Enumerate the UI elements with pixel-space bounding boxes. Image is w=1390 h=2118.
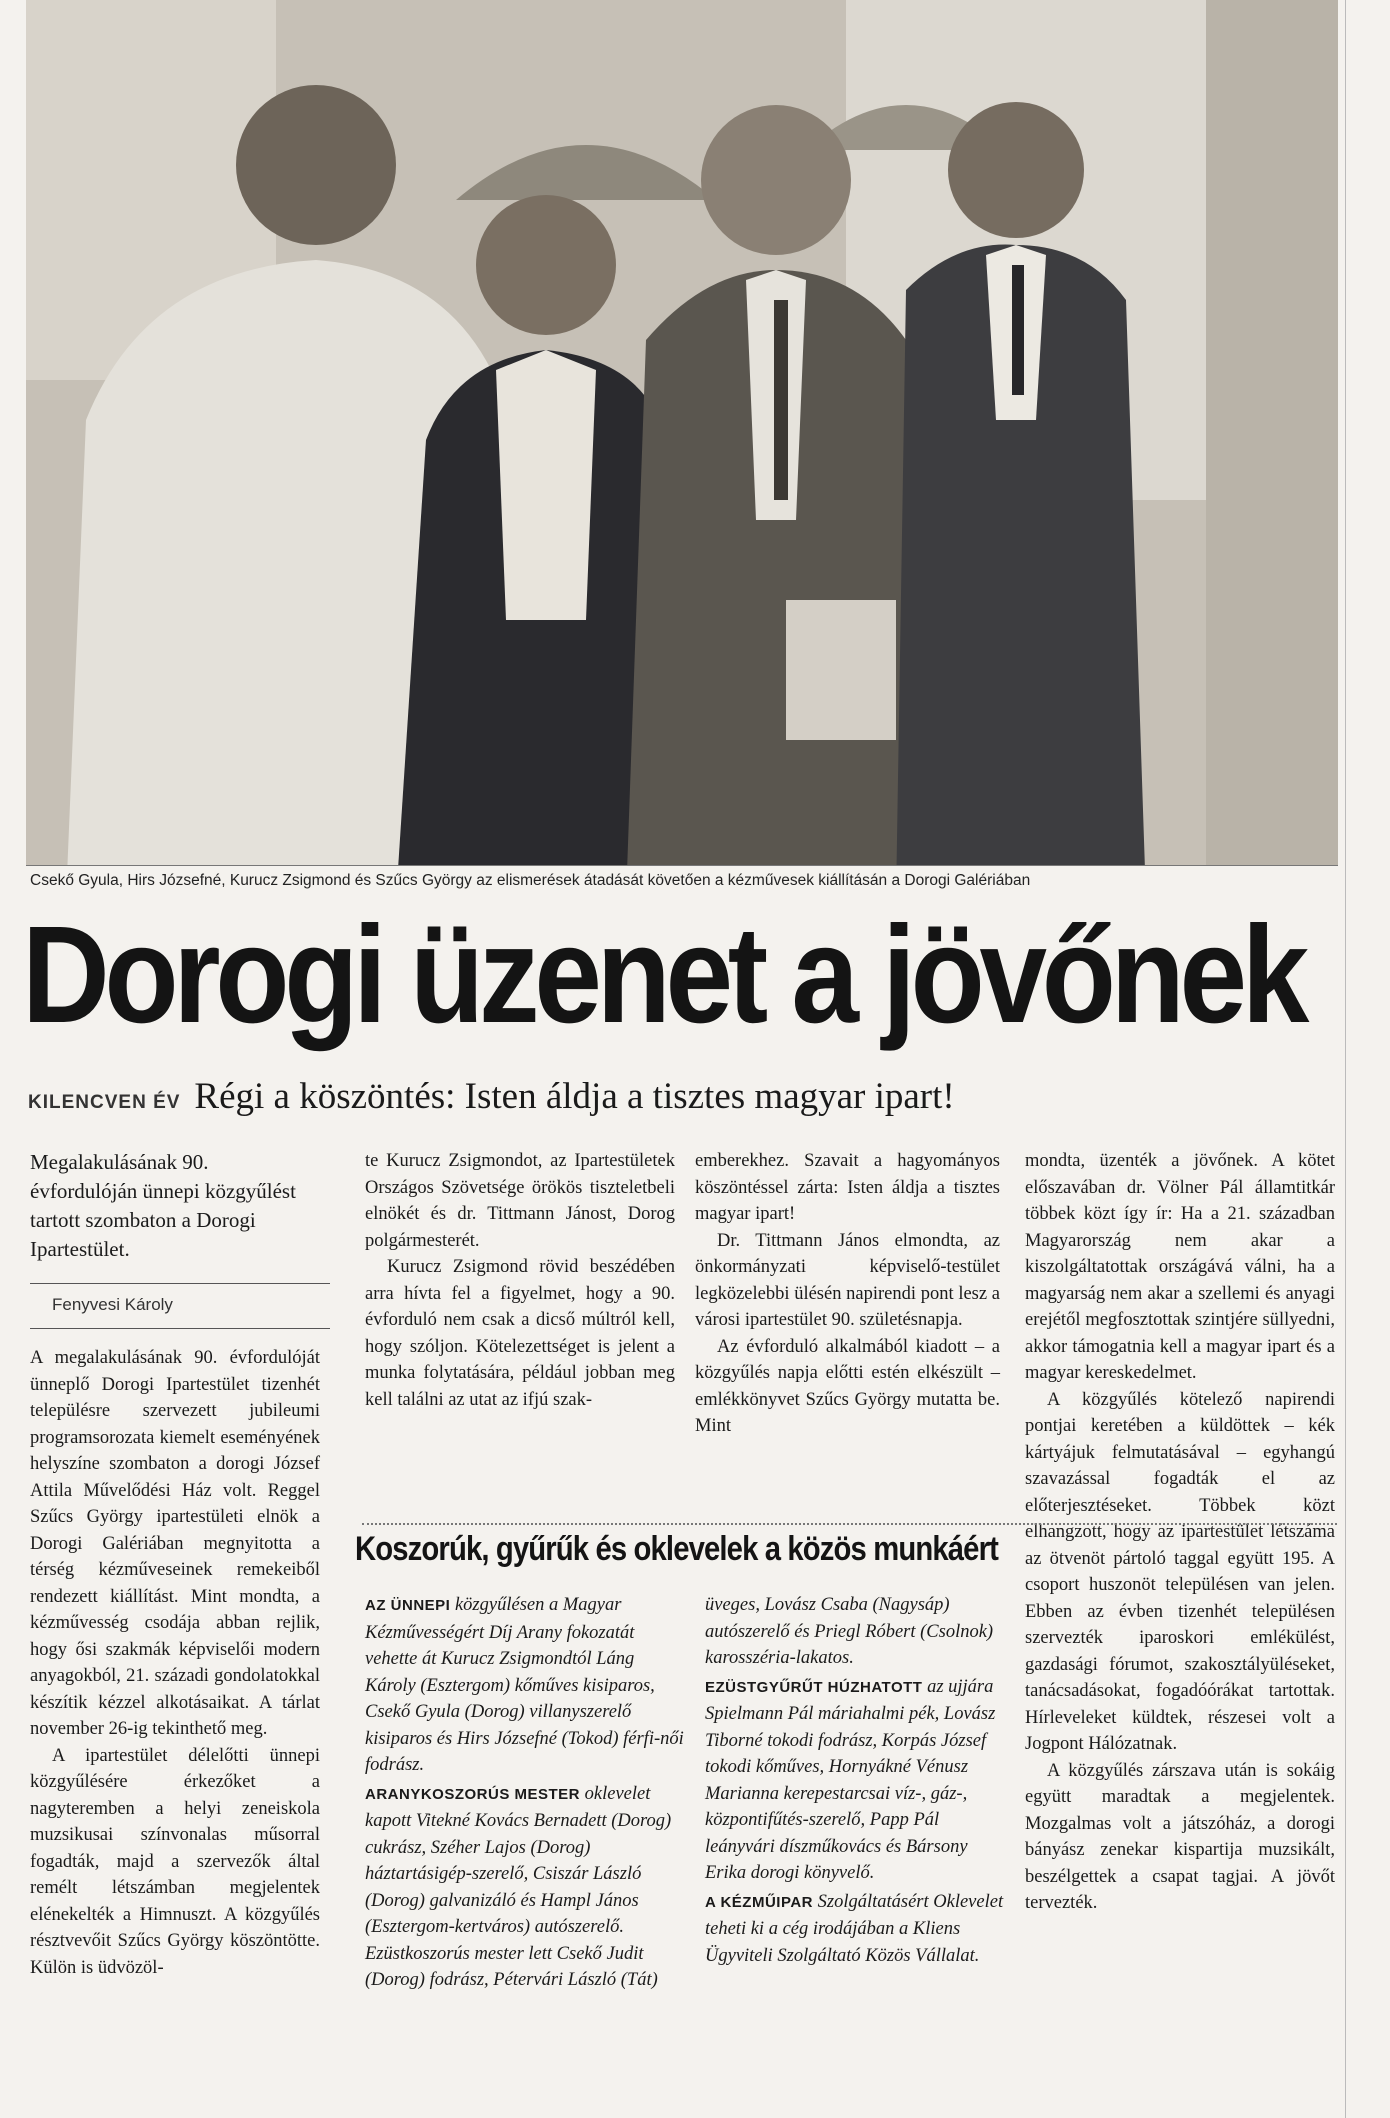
- paragraph: A ipartestület délelőtti ünnepi közgyűlésére érkezőket a nagyteremben a helyi zeneiskola muzsikusai színvonalas műsorral fogadták, majd a szervezők által remélt létszámban megjelentek elénekelték a Himnuszt. A közgyűlés résztvevőit Szűcs György köszöntötte. Külön is üdvözöl-: [30, 1745, 320, 1978]
- box-paragraph: [705, 1674, 1005, 1887]
- byline-rule-top: [30, 1283, 330, 1284]
- box-paragraph: [705, 1889, 1005, 1970]
- article-column-3: [695, 1148, 1000, 1440]
- box-paragraph: [365, 1781, 685, 1994]
- box-lead: A KÉZMŰIPAR: [705, 1893, 813, 1911]
- box-text: Szolgáltatásért Oklevelet teheti ki a cég irodájában a Kliens Ügyviteli Szolgáltató Közös Vállalat.: [705, 1891, 1004, 1966]
- paragraph: te Kurucz Zsigmondot, az Ipartestületek Országos Szövetsége örökös tiszteletbeli elnökét és dr. Tittmann Jánost, Dorog polgármesterét.: [365, 1151, 675, 1251]
- paragraph: A közgyűlés kötelező napirendi pontjai keretében a küldöttek – kék kártyájuk felmutatásával – egyhangú szavazással fogadták el az előterjesztéseket. Többek közt elhangzott, hogy az ipartestület létszáma az ötvenöt pártoló taggal együtt 195. A csoport huszonöt településen van jelen. Ebben az évben tizenhét településen szervezték iparoskori emlékülést, gazdasági fórumot, szakosztályüléseket, tanácsadásokat, fogadóórákat tartottak. Hírleveleket küldtek, részesei volt a Jogpont Hálózatnak.: [1025, 1389, 1335, 1754]
- paragraph: Dr. Tittmann János elmondta, az önkormányzati képviselő-testület legközelebbi ülésén napirendi pont lesz a városi ipartestület 90. születésnapja.: [695, 1230, 1000, 1330]
- adjacent-page-edge: [1345, 0, 1390, 2118]
- box-lead: EZÜSTGYŰRŰT HÚZHATOTT: [705, 1678, 923, 1696]
- box-paragraph: [705, 1592, 1005, 1672]
- box-lead: ARANYKOSZORÚS MESTER: [365, 1785, 581, 1803]
- box-paragraph: [365, 1592, 685, 1779]
- kicker: KILENCVEN ÉV: [28, 1092, 181, 1113]
- article-column-1: [30, 1345, 320, 1981]
- byline: Fenyvesi Károly: [52, 1295, 173, 1314]
- paragraph: mondta, üzenték a jövőnek. A kötet előszavában dr. Völner Pál államtitkár többek közt így ír: Ha a 21. században Magyarország nem akar a kiszolgáltatottak országává válni, ha a magyarság nem akar a szellemi és anyagi erejétől megfosztottak szintjére süllyedni, akkor támogatnia kell a magyar ipart és a magyar kereskedelmet.: [1025, 1151, 1335, 1383]
- paragraph: emberekhez. Szavait a hagyományos köszöntéssel zárta: Isten áldja a tisztes magyar ipart!: [695, 1151, 1000, 1224]
- box-column-1: [365, 1592, 685, 1996]
- box-headline: Koszorúk, gyűrűk és oklevelek a közös munkáért: [355, 1530, 998, 1568]
- byline-rule-bottom: [30, 1328, 330, 1329]
- photo-caption: Csekő Gyula, Hirs Józsefné, Kurucz Zsigmond és Szűcs György az elismerések átadását követően a kézművesek kiállításán a Dorogi Galériában: [30, 872, 1031, 889]
- paragraph: A megalakulásának 90. évfordulóját ünneplő Dorogi Ipartestület tizenhét településre szervezett jubileumi programsorozata kiemelt eseményének helyszíne szombaton a dorogi József Attila Művelődési Ház volt. Reggel Szűcs György ipartestületi elnök a Dorogi Galériában megnyitotta a térség kézműveseinek remekeiből rendezett kiállítást. Mint mondta, a kézművesség csodája abban rejlik, hogy ősi szakmák képviselői modern anyagokból, 21. századi gondolatokkal készítik kézzel alkotásaikat. A tárlat november 26-ig tekinthető meg.: [30, 1348, 320, 1739]
- news-photo: [26, 0, 1338, 866]
- box-divider: [362, 1523, 1337, 1525]
- headline: Dorogi üzenet a jövőnek: [22, 898, 1305, 1052]
- deck: Régi a köszöntés: Isten áldja a tisztes magyar ipart!: [194, 1076, 955, 1117]
- box-text: üveges, Lovász Csaba (Nagysáp) autószerelő és Priegl Róbert (Csolnok) karosszéria-lakatos.: [705, 1595, 994, 1668]
- box-text: oklevelet kapott Vitekné Kovács Bernadett (Dorog) cukrász, Széher Lajos (Dorog) háztartásigép-szerelő, Csiszár László (Dorog) galvanizáló és Hampl János (Esztergom-kertváros) autószerelő. Ezüstkoszorús mester lett Csekő Judit (Dorog) fodrász, Pétervári László (Tát): [365, 1783, 672, 1990]
- paragraph: A közgyűlés zárszava után is sokáig együtt maradtak a megjelentek. Mozgalmas volt a játszóház, a dorogi bányász zenekar kispartija muzsikált, beszélgettek a csapat tagjai. A jövőt tervezték.: [1025, 1760, 1335, 1913]
- lede: Megalakulásának 90. évfordulóján ünnepi közgyűlést tartott szombaton a Dorogi Ipartestület.: [30, 1150, 296, 1261]
- article-column-2: [365, 1148, 675, 1413]
- box-text: az ujjára Spielmann Pál máriahalmi pék, Lovász Tiborné tokodi fodrász, Korpás József tokodi kőműves, Hornyákné Vénusz Marianna kerepestarcsai víz-, gáz-, központifűtés-szerelő, Papp Pál leányvári díszműkovács és Bársony Erika dorogi könyvelő.: [705, 1676, 996, 1883]
- photo-illustration: [26, 0, 1338, 865]
- box-text: közgyűlésen a Magyar Kézművességért Díj Arany fokozatát vehette át Kurucz Zsigmondtól Láng Károly (Esztergom) kőműves kisiparos, Csekő Gyula (Dorog) villanyszerelő kisiparos és Hirs Józsefné (Tokod) férfi-női fodrász.: [365, 1595, 684, 1775]
- subheadline: [28, 1075, 1338, 1118]
- box-column-2: [705, 1592, 1005, 1971]
- paragraph: Az évforduló alkalmából kiadott – a közgyűlés napja előtti estén elkészült – emlékkönyvet Szűcs György mutatta be. Mint: [695, 1336, 1000, 1436]
- box-lead: AZ ÜNNEPI: [365, 1597, 451, 1614]
- paragraph: Kurucz Zsigmond rövid beszédében arra hívta fel a figyelmet, hogy a 90. évforduló nem csak a dicső múltról kell, hogy szóljon. Kötelezettséget is jelent a munka folytatására, például jobban meg kell találni az utat az ifjú szak-: [365, 1257, 675, 1410]
